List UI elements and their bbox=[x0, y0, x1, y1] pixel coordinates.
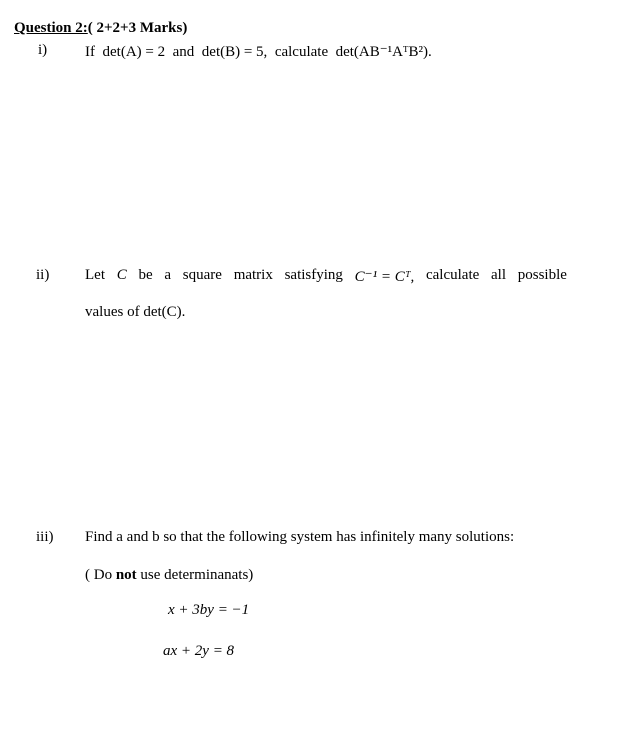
part-ii-equation: C⁻¹ = Cᵀ, bbox=[354, 269, 415, 285]
part-i-and: and bbox=[172, 44, 195, 60]
part-i-det-a: det(A) = 2 bbox=[102, 44, 166, 60]
question-title: Question 2: bbox=[14, 20, 88, 36]
part-ii-word: C bbox=[116, 267, 127, 283]
question-marks: ( 2+2+3 Marks) bbox=[87, 20, 188, 36]
part-ii-word: possible bbox=[517, 267, 567, 283]
part-ii-word: be bbox=[138, 267, 153, 283]
part-iii-note bbox=[85, 567, 253, 584]
part-ii-word: square bbox=[182, 267, 222, 283]
part-iii-line1: Find a and b so that the following system has infinitely many solutions: bbox=[85, 529, 515, 545]
part-ii-word: a bbox=[164, 267, 172, 283]
part-i-text bbox=[85, 42, 432, 61]
part-iii-note-open: ( Do bbox=[85, 567, 113, 583]
part-iii-note-close: use determinanats) bbox=[140, 567, 254, 583]
part-i-expression: det(AB⁻¹AᵀB²). bbox=[335, 44, 432, 60]
part-ii-word: satisfying bbox=[284, 267, 343, 283]
part-iii-note-not: not bbox=[115, 567, 137, 583]
part-i-det-b: det(B) = 5, bbox=[201, 44, 268, 60]
part-iii-label: iii) bbox=[36, 529, 54, 545]
part-ii-word: matrix bbox=[233, 267, 273, 283]
part-ii-word: calculate bbox=[425, 267, 480, 283]
part-iii-eq2: ax + 2y = 8 bbox=[163, 643, 235, 659]
part-ii-word: all bbox=[491, 267, 507, 283]
part-i-calculate: calculate bbox=[274, 44, 329, 60]
part-ii-line1 bbox=[85, 267, 567, 286]
part-ii-line2: values of det(C). bbox=[85, 304, 186, 320]
part-ii-label: ii) bbox=[36, 267, 50, 283]
part-i-if: If bbox=[85, 44, 95, 60]
part-iii-eq1: x + 3by = −1 bbox=[168, 602, 250, 618]
part-i-label: i) bbox=[38, 42, 48, 58]
question-heading bbox=[14, 20, 187, 37]
part-ii-word: Let bbox=[85, 267, 105, 283]
